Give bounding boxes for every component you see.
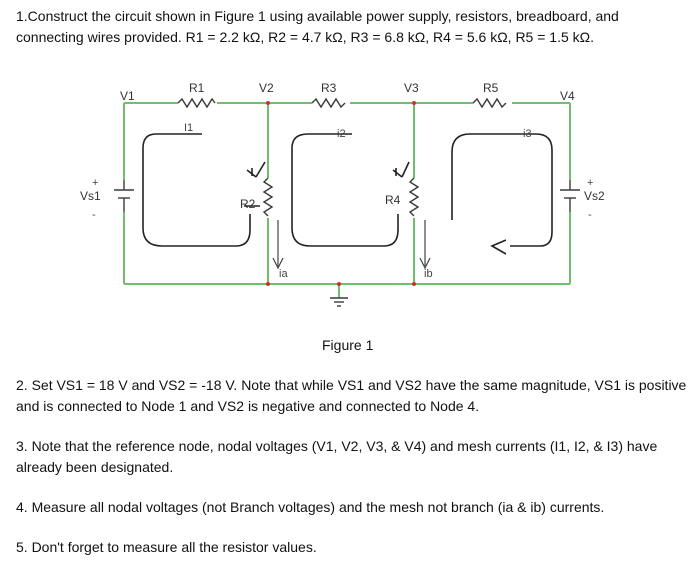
node-dot bbox=[337, 282, 341, 286]
source-vs1 bbox=[114, 180, 134, 212]
instruction-2: 2. Set VS1 = 18 V and VS2 = -18 V. Note that while VS1 and VS2 have the same magnitude, VS1 is positive and is connected to Node 1 and VS2 is negative and connected to Node 4. bbox=[16, 377, 687, 414]
resistor-label-r4: R4 bbox=[385, 193, 401, 207]
node-label-v2: V2 bbox=[259, 81, 274, 95]
node-dot bbox=[266, 101, 270, 105]
mesh-loop-2 bbox=[292, 134, 398, 246]
mesh-current-label-i2: i2 bbox=[337, 128, 346, 140]
mesh-loop-3-arrowhead bbox=[492, 240, 506, 254]
resistor-r3 bbox=[312, 99, 345, 107]
mesh-loop-3 bbox=[452, 134, 552, 246]
resistor-label-r5: R5 bbox=[483, 81, 499, 95]
resistor-r4 bbox=[410, 178, 418, 216]
node-dot bbox=[412, 101, 416, 105]
figure-caption: Figure 1 bbox=[322, 337, 374, 353]
resistor-label-r2: R2 bbox=[240, 197, 256, 211]
branch-arrow-ia bbox=[273, 220, 283, 268]
instruction-3: 3. Note that the reference node, nodal voltages (V1, V2, V3, & V4) and mesh currents (I1, I2, & I3) have already been designated. bbox=[16, 438, 658, 475]
branch-arrow-ib bbox=[420, 220, 430, 268]
node-dot bbox=[412, 282, 416, 286]
resistor-r1 bbox=[178, 99, 215, 107]
source-label-vs1: Vs1 bbox=[80, 189, 101, 203]
mesh-current-label-i3: i3 bbox=[523, 128, 532, 140]
resistor-r2 bbox=[264, 178, 272, 216]
node-label-v4: V4 bbox=[560, 89, 575, 103]
node-label-v1: V1 bbox=[120, 89, 135, 103]
node-label-v3: V3 bbox=[404, 81, 419, 95]
resistor-label-r3: R3 bbox=[321, 81, 337, 95]
instruction-5: 5. Don't forget to measure all the resistor values. bbox=[16, 539, 317, 555]
vs1-minus-sign: - bbox=[92, 209, 96, 221]
vs2-minus-sign: - bbox=[588, 209, 592, 221]
ground-symbol bbox=[330, 298, 348, 306]
vs1-plus-sign: + bbox=[92, 177, 99, 189]
instruction-1: 1.Construct the circuit shown in Figure 1 using available power supply, resistors, breadboard, and connecting wires provided. R1 = 2.2 kΩ, R2 = 4.7 kΩ, R3 = 6.8 kΩ, R4 = 5.6 kΩ, R5 = 1.5 kΩ. bbox=[16, 8, 619, 45]
mesh-loop-2-arrowhead bbox=[393, 162, 409, 177]
resistor-r5 bbox=[473, 99, 506, 107]
source-label-vs2: Vs2 bbox=[584, 189, 605, 203]
node-dot bbox=[266, 282, 270, 286]
instruction-4: 4. Measure all nodal voltages (not Branch voltages) and the mesh not branch (ia & ib) currents. bbox=[16, 499, 605, 515]
branch-current-label-ia: ia bbox=[279, 268, 288, 280]
resistor-label-r1: R1 bbox=[189, 81, 205, 95]
branch-current-label-ib: ib bbox=[424, 268, 433, 280]
source-vs2 bbox=[560, 180, 580, 212]
mesh-loop-1 bbox=[143, 134, 250, 246]
mesh-current-label-i1: I1 bbox=[184, 122, 194, 134]
vs2-plus-sign: + bbox=[587, 177, 594, 189]
